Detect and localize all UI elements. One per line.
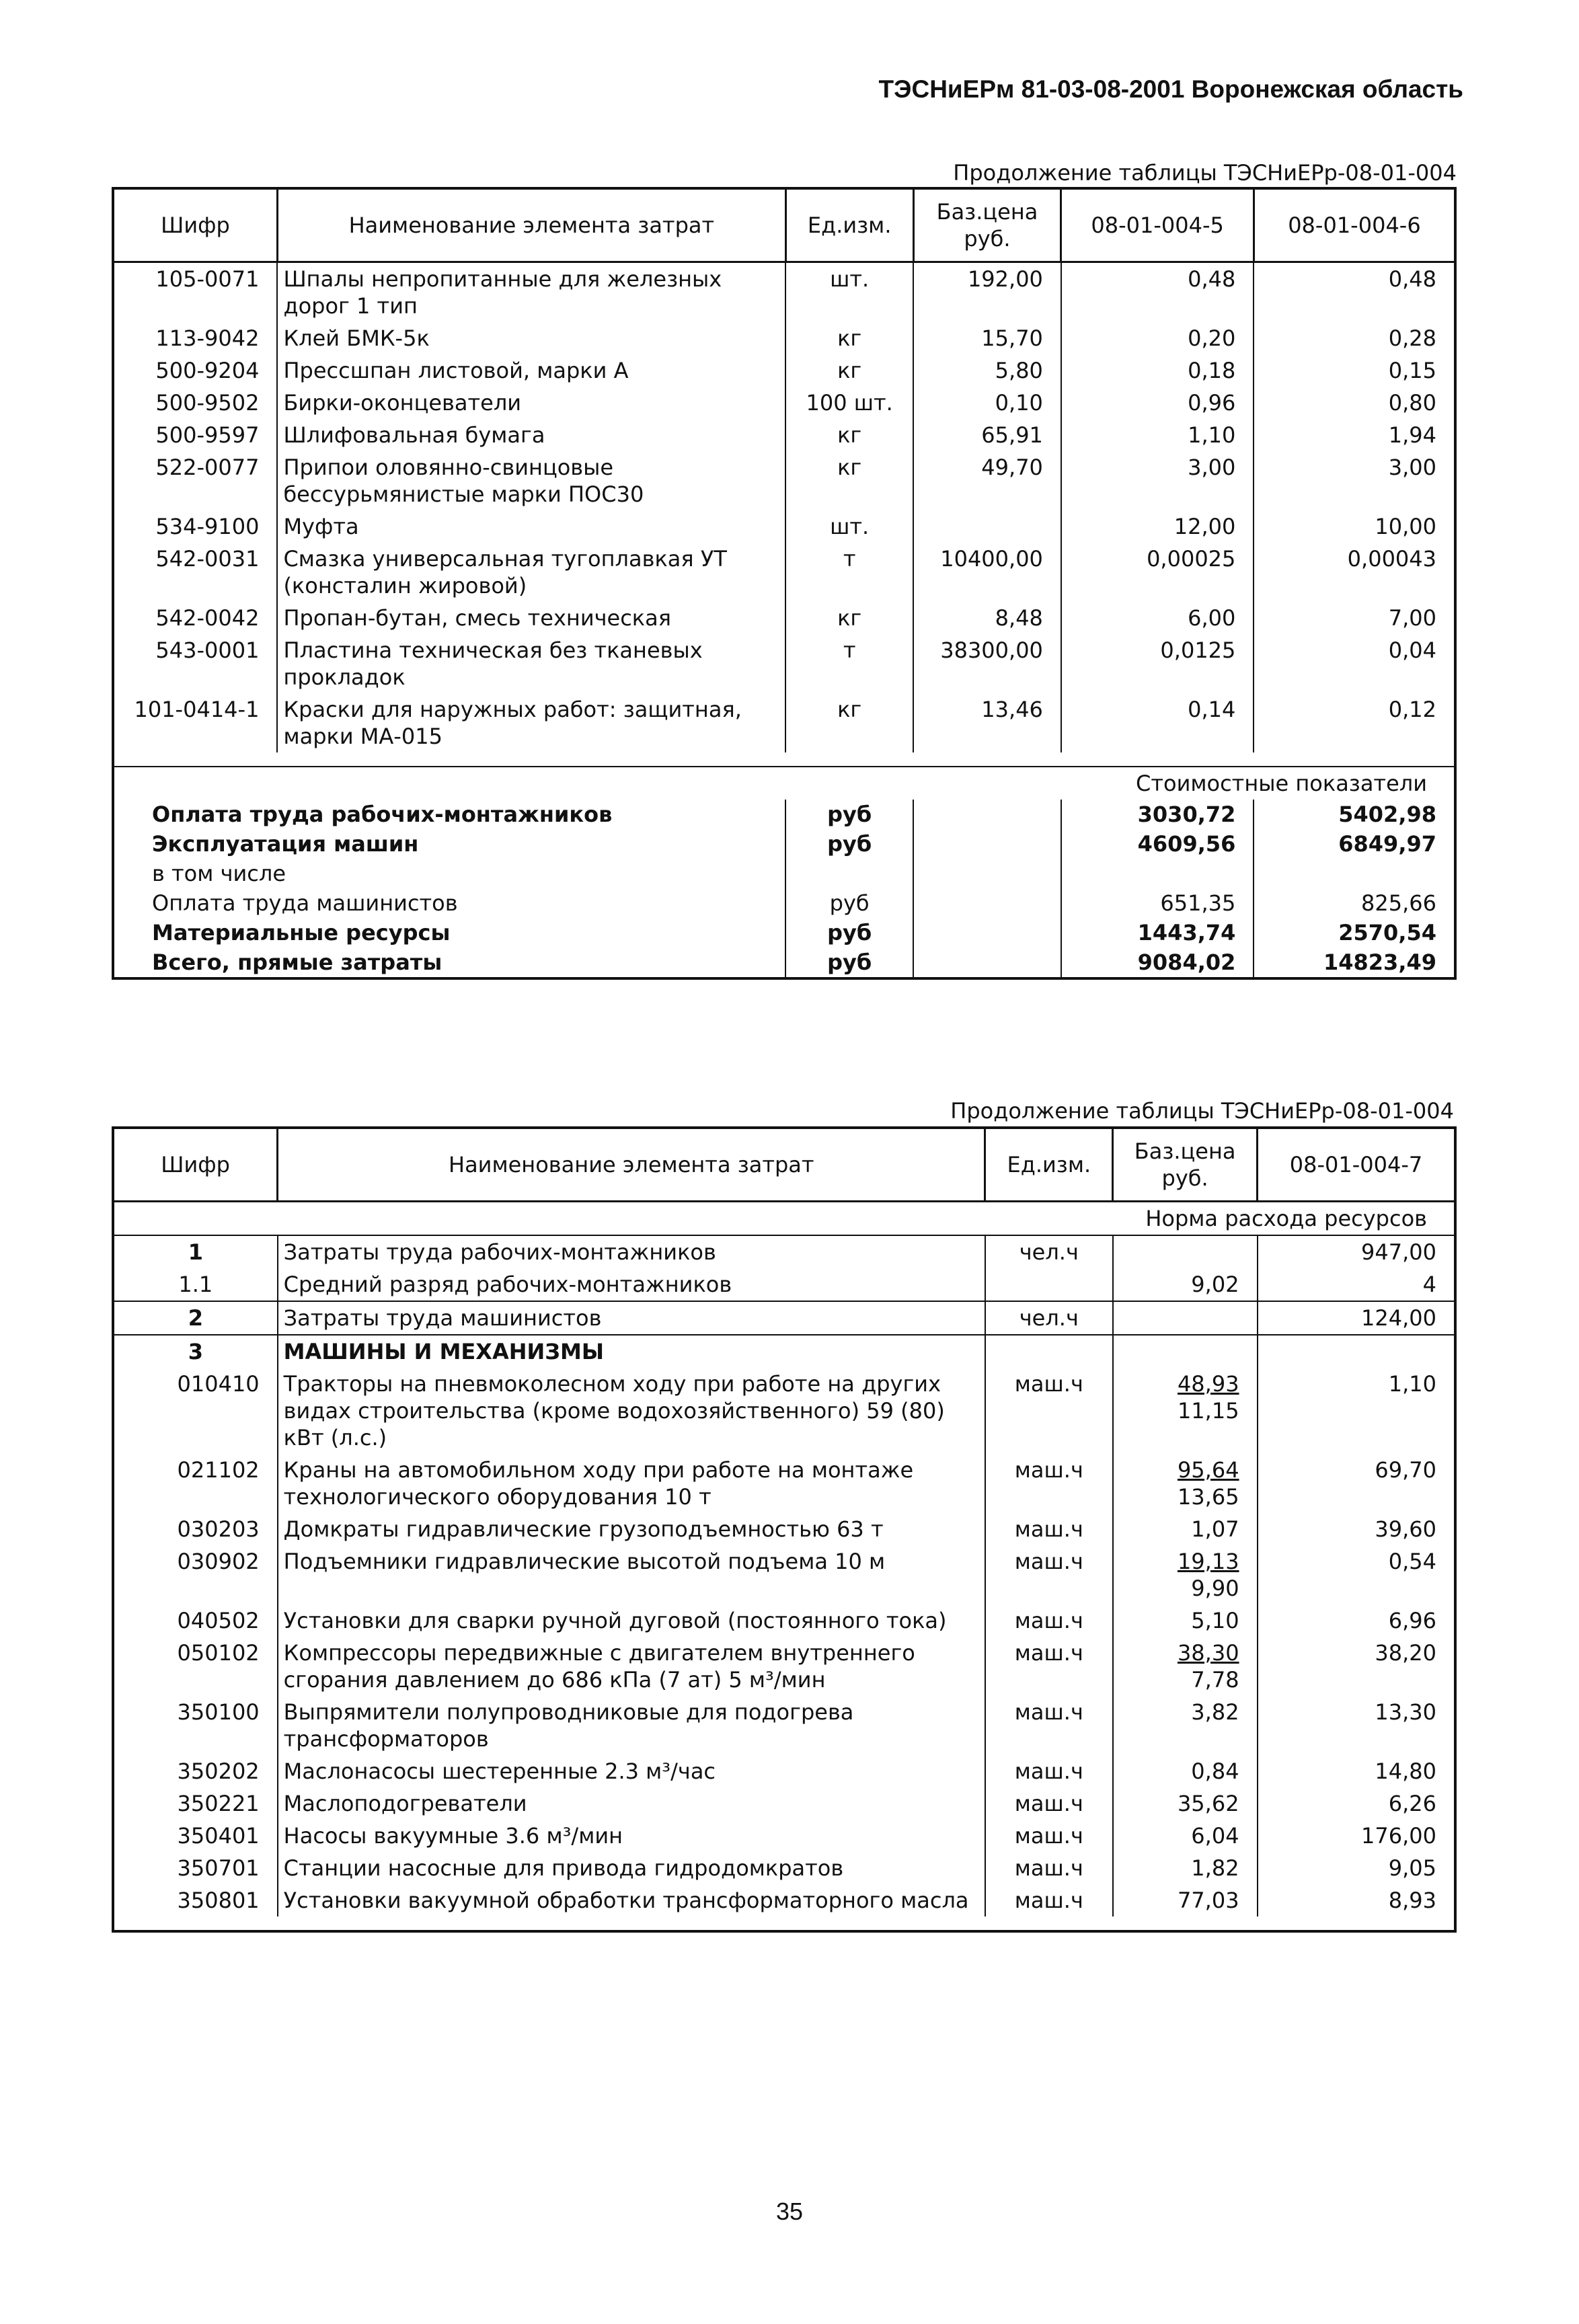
resource-name: Станции насосные для привода гидродомкратов [278, 1852, 985, 1884]
resource-name: МАШИНЫ И МЕХАНИЗМЫ [278, 1335, 985, 1368]
col-header-price: Баз.цена руб. [913, 188, 1061, 262]
resource-name: Припои оловянно-свинцовые бессурьмянистые марки ПОС30 [277, 451, 785, 510]
resource-name: Клей БМК-5к [277, 322, 785, 354]
col-header-price: Баз.цена руб. [1113, 1128, 1258, 1202]
spacer-cell [113, 752, 1455, 767]
resource-price-cell [1113, 1513, 1258, 1545]
resource-code: 534-9100 [113, 510, 277, 543]
value-08-01-004-7: 947,00 [1361, 1239, 1436, 1265]
resource-code: 1.1 [113, 1268, 278, 1301]
value-08-01-004-5: 6,00 [1061, 602, 1254, 634]
table-row [113, 693, 1455, 752]
resource-code: 350100 [113, 1696, 278, 1755]
resource-unit: маш.ч [985, 1755, 1113, 1787]
resource-name: Смазка универсальная тугоплавкая УТ (консталин жировой) [277, 543, 785, 602]
totals-row [113, 859, 1455, 888]
totals-row [113, 888, 1455, 918]
table-row [113, 1637, 1455, 1696]
value-08-01-004-5: 1,10 [1061, 419, 1254, 451]
resource-code: 2 [113, 1301, 278, 1335]
resource-price [913, 510, 1061, 543]
resource-price-machinist: 11,15 [1177, 1398, 1239, 1424]
resource-name: Затраты труда рабочих-монтажников [278, 1235, 985, 1268]
resource-code: 010410 [113, 1368, 278, 1454]
resource-price: 95,64 [1177, 1457, 1239, 1483]
totals-row [113, 947, 1455, 978]
resource-price-cell [1113, 1368, 1258, 1454]
resource-price-cell [1113, 1301, 1258, 1335]
resource-unit: кг [785, 602, 913, 634]
table-row [113, 322, 1455, 354]
table-row [113, 1454, 1455, 1513]
resource-unit: т [785, 543, 913, 602]
resource-unit: кг [785, 419, 913, 451]
table-row [113, 1696, 1455, 1755]
resource-name: Краски для наружных работ: защитная, марки МА-015 [277, 693, 785, 752]
resource-unit: маш.ч [985, 1852, 1113, 1884]
resource-code: 500-9597 [113, 419, 277, 451]
resource-name: Компрессоры передвижные с двигателем внутреннего сгорания давлением до 686 кПа (7 ат) 5 м³/мин [278, 1637, 985, 1696]
resource-unit: кг [785, 693, 913, 752]
table-row [113, 1513, 1455, 1545]
total-unit: руб [785, 947, 913, 978]
value-08-01-004-7: 0,54 [1388, 1549, 1436, 1574]
table-row [113, 1820, 1455, 1852]
resource-price-machinist: 9,90 [1191, 1576, 1239, 1601]
resource-code: 3 [113, 1335, 278, 1368]
resource-price: 1,07 [1191, 1516, 1239, 1542]
resource-code: 500-9204 [113, 354, 277, 387]
table-row [113, 1335, 1455, 1368]
resource-price: 3,82 [1191, 1699, 1239, 1725]
resource-name: Прессшпан листовой, марки А [277, 354, 785, 387]
totals-row [113, 829, 1455, 859]
value-08-01-004-5: 0,0125 [1061, 634, 1254, 693]
value-08-01-004-5: 0,48 [1061, 262, 1254, 323]
resource-unit: маш.ч [985, 1454, 1113, 1513]
resource-price: 9,02 [1191, 1272, 1239, 1297]
resource-unit: маш.ч [985, 1637, 1113, 1696]
total-08-01-004-5 [1061, 859, 1254, 888]
resource-code: 030203 [113, 1513, 278, 1545]
resource-price: 5,10 [1191, 1608, 1239, 1633]
value-08-01-004-6: 0,48 [1388, 266, 1436, 292]
resource-code: 522-0077 [113, 451, 277, 510]
resource-price: 65,91 [913, 419, 1061, 451]
resource-code: 542-0031 [113, 543, 277, 602]
resource-code: 350401 [113, 1820, 278, 1852]
resource-price-cell [1113, 1820, 1258, 1852]
resource-unit: маш.ч [985, 1604, 1113, 1637]
resource-unit [985, 1335, 1113, 1368]
table-row [113, 634, 1455, 693]
page-number: 35 [775, 2198, 804, 2225]
col-header-08-01-004-5: 08-01-004-5 [1061, 188, 1254, 262]
resource-name: Краны на автомобильном ходу при работе на монтаже технологического оборудования 10 т [278, 1454, 985, 1513]
value-08-01-004-7: 124,00 [1258, 1301, 1455, 1335]
table-row [113, 262, 1455, 323]
resource-unit: кг [785, 322, 913, 354]
total-label: Оплата труда рабочих-монтажников [113, 800, 785, 829]
resource-unit: 100 шт. [785, 387, 913, 419]
total-unit: руб [785, 800, 913, 829]
resource-name: Подъемники гидравлические высотой подъема 10 м [278, 1545, 985, 1604]
resource-code: 500-9502 [113, 387, 277, 419]
resource-price: 19,13 [1177, 1549, 1239, 1574]
table-row [113, 1604, 1455, 1637]
table-row [113, 510, 1455, 543]
value-08-01-004-5: 12,00 [1061, 510, 1254, 543]
col-header-08-01-004-6: 08-01-004-6 [1254, 188, 1455, 262]
resource-price-cell [1113, 1454, 1258, 1513]
table-row [113, 354, 1455, 387]
table1-header-row [113, 188, 1455, 262]
total-08-01-004-6: 14823,49 [1254, 947, 1455, 978]
resource-name: Установки вакуумной обработки трансформаторного масла [278, 1884, 985, 1916]
value-08-01-004-6: 1,94 [1388, 422, 1436, 448]
value-08-01-004-5: 0,14 [1061, 693, 1254, 752]
table-row [113, 1787, 1455, 1820]
value-08-01-004-5: 0,96 [1061, 387, 1254, 419]
value-08-01-004-6: 0,15 [1388, 358, 1436, 383]
resource-code: 021102 [113, 1454, 278, 1513]
value-08-01-004-6: 10,00 [1375, 514, 1436, 539]
total-08-01-004-6: 5402,98 [1338, 802, 1436, 827]
resource-price: 10400,00 [913, 543, 1061, 602]
resource-price-machinist: 13,65 [1177, 1484, 1239, 1510]
resource-price: 48,93 [1177, 1371, 1239, 1397]
value-08-01-004-5: 0,18 [1061, 354, 1254, 387]
resource-unit: шт. [785, 262, 913, 323]
total-unit: руб [785, 829, 913, 859]
total-08-01-004-6: 825,66 [1361, 890, 1436, 916]
value-08-01-004-7: 6,26 [1388, 1791, 1436, 1816]
resource-unit: чел.ч [985, 1235, 1113, 1268]
value-08-01-004-7: 38,20 [1375, 1640, 1436, 1666]
resource-price-cell [1113, 1335, 1258, 1368]
resource-name: Насосы вакуумные 3.6 м³/мин [278, 1820, 985, 1852]
spacer-cell [113, 1916, 1455, 1931]
resource-code: 350801 [113, 1884, 278, 1916]
resource-price-cell [1113, 1755, 1258, 1787]
resource-name: Шпалы непропитанные для железных дорог 1 тип [277, 262, 785, 323]
resource-unit: маш.ч [985, 1368, 1113, 1454]
resource-code: 350701 [113, 1852, 278, 1884]
table-row [113, 1755, 1455, 1787]
total-08-01-004-5: 9084,02 [1061, 947, 1254, 978]
table-row [113, 451, 1455, 510]
value-08-01-004-7: 176,00 [1361, 1823, 1436, 1849]
resource-name: Тракторы на пневмоколесном ходу при работе на других видах строительства (кроме водохозяйственного) 59 (80) кВт (л.с.) [278, 1368, 985, 1454]
cost-section-label: Стоимостные показатели [113, 767, 1455, 800]
resource-name: Затраты труда машинистов [278, 1301, 985, 1335]
totals-row [113, 918, 1455, 947]
resource-price-cell [1113, 1268, 1258, 1301]
total-label: Всего, прямые затраты [113, 947, 785, 978]
resource-price: 1,82 [1191, 1855, 1239, 1881]
resource-price: 0,10 [913, 387, 1061, 419]
resource-name: Пластина техническая без тканевых прокладок [277, 634, 785, 693]
resource-unit [985, 1268, 1113, 1301]
value-08-01-004-7: 14,80 [1375, 1758, 1436, 1784]
total-unit: руб [785, 888, 913, 918]
resource-price-machinist: 7,78 [1191, 1667, 1239, 1693]
resource-code: 542-0042 [113, 602, 277, 634]
table-row [113, 419, 1455, 451]
resource-unit: маш.ч [985, 1820, 1113, 1852]
table-row [113, 1852, 1455, 1884]
resource-price: 13,46 [913, 693, 1061, 752]
value-08-01-004-7: 8,93 [1388, 1888, 1436, 1913]
value-08-01-004-6: 3,00 [1388, 455, 1436, 480]
resource-code: 1 [113, 1235, 278, 1268]
resource-name: Маслонасосы шестеренные 2.3 м³/час [278, 1755, 985, 1787]
table-row [113, 1545, 1455, 1604]
total-08-01-004-5: 1443,74 [1061, 918, 1254, 947]
table-row [113, 1268, 1455, 1301]
value-08-01-004-6: 0,12 [1388, 697, 1436, 722]
resource-code: 105-0071 [113, 262, 277, 323]
resource-code: 543-0001 [113, 634, 277, 693]
total-price-empty [913, 859, 1061, 888]
resource-code: 350202 [113, 1755, 278, 1787]
value-08-01-004-5: 0,00025 [1061, 543, 1254, 602]
value-08-01-004-5: 0,20 [1061, 322, 1254, 354]
resource-unit: маш.ч [985, 1513, 1113, 1545]
resource-code: 030902 [113, 1545, 278, 1604]
value-08-01-004-6: 0,80 [1388, 390, 1436, 416]
resource-table-2 [112, 1126, 1457, 1933]
total-unit: руб [785, 918, 913, 947]
resource-price-cell [1113, 1787, 1258, 1820]
col-header-unit: Ед.изм. [785, 188, 913, 262]
total-label: в том числе [113, 859, 785, 888]
col-header-name: Наименование элемента затрат [277, 188, 785, 262]
table2-header-row [113, 1128, 1455, 1202]
norm-section-label: Норма расхода ресурсов [113, 1202, 1455, 1236]
resource-unit: кг [785, 451, 913, 510]
total-price-empty [913, 918, 1061, 947]
resource-price: 38300,00 [913, 634, 1061, 693]
table-row [113, 387, 1455, 419]
resource-unit: кг [785, 354, 913, 387]
table-row [113, 1884, 1455, 1916]
resource-name: Маслоподогреватели [278, 1787, 985, 1820]
resource-code: 113-9042 [113, 322, 277, 354]
total-price-empty [913, 947, 1061, 978]
col-header-unit: Ед.изм. [985, 1128, 1113, 1202]
total-unit [785, 859, 913, 888]
total-08-01-004-5: 651,35 [1061, 888, 1254, 918]
resource-price-cell [1113, 1235, 1258, 1268]
cost-section-row [113, 767, 1455, 800]
resource-price: 8,48 [913, 602, 1061, 634]
total-label: Оплата труда машинистов [113, 888, 785, 918]
spacer-row [113, 752, 1455, 767]
total-price-empty [913, 888, 1061, 918]
table-row [113, 1301, 1455, 1335]
col-header-08-01-004-7: 08-01-004-7 [1258, 1128, 1455, 1202]
resource-name: Шлифовальная бумага [277, 419, 785, 451]
resource-unit: маш.ч [985, 1884, 1113, 1916]
total-label: Материальные ресурсы [113, 918, 785, 947]
total-08-01-004-6 [1254, 859, 1455, 888]
resource-name: Пропан-бутан, смесь техническая [277, 602, 785, 634]
table-row [113, 1235, 1455, 1268]
value-08-01-004-7: 69,70 [1375, 1457, 1436, 1483]
resource-code: 040502 [113, 1604, 278, 1637]
resource-price-cell [1113, 1884, 1258, 1916]
resource-unit: маш.ч [985, 1545, 1113, 1604]
total-08-01-004-6: 6849,97 [1338, 831, 1436, 857]
value-08-01-004-6: 0,04 [1388, 637, 1436, 663]
col-header-code: Шифр [113, 1128, 278, 1202]
resource-name: Установки для сварки ручной дуговой (постоянного тока) [278, 1604, 985, 1637]
resource-price: 5,80 [913, 354, 1061, 387]
total-price-empty [913, 829, 1061, 859]
value-08-01-004-7: 6,96 [1388, 1608, 1436, 1633]
value-08-01-004-7: 39,60 [1375, 1516, 1436, 1542]
resource-price-cell [1113, 1545, 1258, 1604]
resource-code: 101-0414-1 [113, 693, 277, 752]
resource-price: 77,03 [1177, 1888, 1239, 1913]
norm-section-row [113, 1202, 1455, 1236]
spacer-row [113, 1916, 1455, 1931]
value-08-01-004-6: 0,00043 [1347, 546, 1436, 572]
value-08-01-004-7: 9,05 [1388, 1855, 1436, 1881]
total-label: Эксплуатация машин [113, 829, 785, 859]
total-price-empty [913, 800, 1061, 829]
resource-price: 6,04 [1191, 1823, 1239, 1849]
total-08-01-004-5: 4609,56 [1061, 829, 1254, 859]
resource-price: 15,70 [913, 322, 1061, 354]
resource-price-cell [1113, 1604, 1258, 1637]
table-row [113, 1368, 1455, 1454]
value-08-01-004-7 [1258, 1335, 1455, 1368]
table-row [113, 543, 1455, 602]
table2-continuation-label: Продолжение таблицы ТЭСНиЕРр-08-01-004 [950, 1098, 1454, 1124]
resource-price: 0,84 [1191, 1758, 1239, 1784]
value-08-01-004-5: 3,00 [1061, 451, 1254, 510]
resource-name: Домкраты гидравлические грузоподъемностью 63 т [278, 1513, 985, 1545]
resource-unit: маш.ч [985, 1696, 1113, 1755]
col-header-name: Наименование элемента затрат [278, 1128, 985, 1202]
table1-continuation-label: Продолжение таблицы ТЭСНиЕРр-08-01-004 [953, 160, 1457, 186]
value-08-01-004-6: 0,28 [1388, 325, 1436, 351]
resource-price-cell [1113, 1637, 1258, 1696]
value-08-01-004-6: 7,00 [1388, 605, 1436, 631]
resource-price-cell [1113, 1852, 1258, 1884]
resource-unit: т [785, 634, 913, 693]
resource-name: Средний разряд рабочих-монтажников [278, 1268, 985, 1301]
totals-row [113, 800, 1455, 829]
resource-price-cell [1113, 1696, 1258, 1755]
resource-price: 192,00 [913, 262, 1061, 323]
col-header-code: Шифр [113, 188, 277, 262]
resource-price: 38,30 [1177, 1640, 1239, 1666]
resource-table-1 [112, 187, 1457, 980]
resource-name: Бирки-оконцеватели [277, 387, 785, 419]
value-08-01-004-7: 4 [1422, 1272, 1436, 1297]
resource-unit: маш.ч [985, 1787, 1113, 1820]
value-08-01-004-7: 13,30 [1375, 1699, 1436, 1725]
resource-name: Выпрямители полупроводниковые для подогрева трансформаторов [278, 1696, 985, 1755]
resource-name: Муфта [277, 510, 785, 543]
document-header: ТЭСНиЕРм 81-03-08-2001 Воронежская область [878, 75, 1463, 103]
resource-code: 350221 [113, 1787, 278, 1820]
resource-unit: шт. [785, 510, 913, 543]
resource-price: 35,62 [1177, 1791, 1239, 1816]
resource-price: 49,70 [913, 451, 1061, 510]
resource-unit: чел.ч [985, 1301, 1113, 1335]
table-row [113, 602, 1455, 634]
resource-code: 050102 [113, 1637, 278, 1696]
total-08-01-004-5: 3030,72 [1061, 800, 1254, 829]
value-08-01-004-7: 1,10 [1388, 1371, 1436, 1397]
total-08-01-004-6: 2570,54 [1338, 920, 1436, 945]
